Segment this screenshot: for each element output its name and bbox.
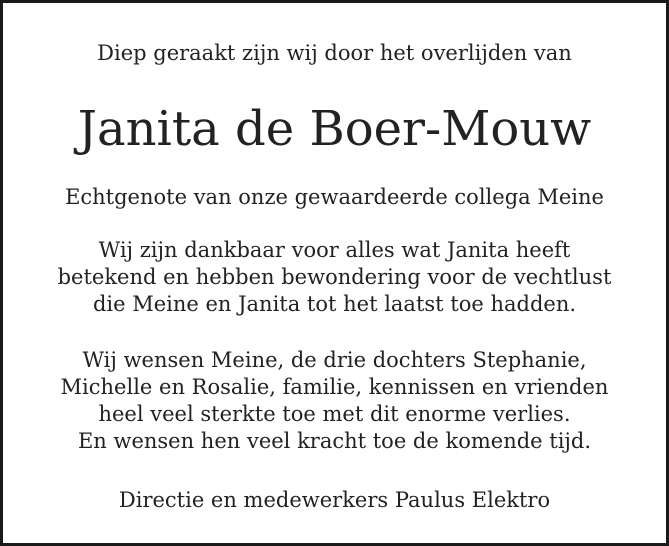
wishes-paragraph — [3, 347, 666, 455]
paragraph-line: Michelle en Rosalie, familie, kennissen en vrienden — [60, 375, 609, 399]
paragraph-line: Wij zijn dankbaar voor alles wat Janita heeft — [98, 238, 571, 262]
deceased-name: Janita de Boer-Mouw — [77, 101, 592, 157]
intro-text: Diep geraakt zijn wij door het overlijden van — [97, 41, 572, 65]
paragraph-line: heel veel sterkte toe met dit enorme verlies. — [98, 402, 571, 426]
paragraph-line: En wensen hen veel kracht toe de komende tijd. — [77, 429, 592, 453]
paragraph-line: betekend en hebben bewondering voor de vechtlust — [57, 265, 612, 289]
gratitude-paragraph — [3, 237, 666, 318]
paragraph-line: Wij wensen Meine, de drie dochters Stephanie, — [82, 348, 587, 372]
signature: Directie en medewerkers Paulus Elektro — [118, 488, 551, 512]
paragraph-line: die Meine en Janita tot het laatst toe hadden. — [92, 292, 577, 316]
relation-subtitle: Echtgenote van onze gewaardeerde collega Meine — [65, 185, 604, 209]
